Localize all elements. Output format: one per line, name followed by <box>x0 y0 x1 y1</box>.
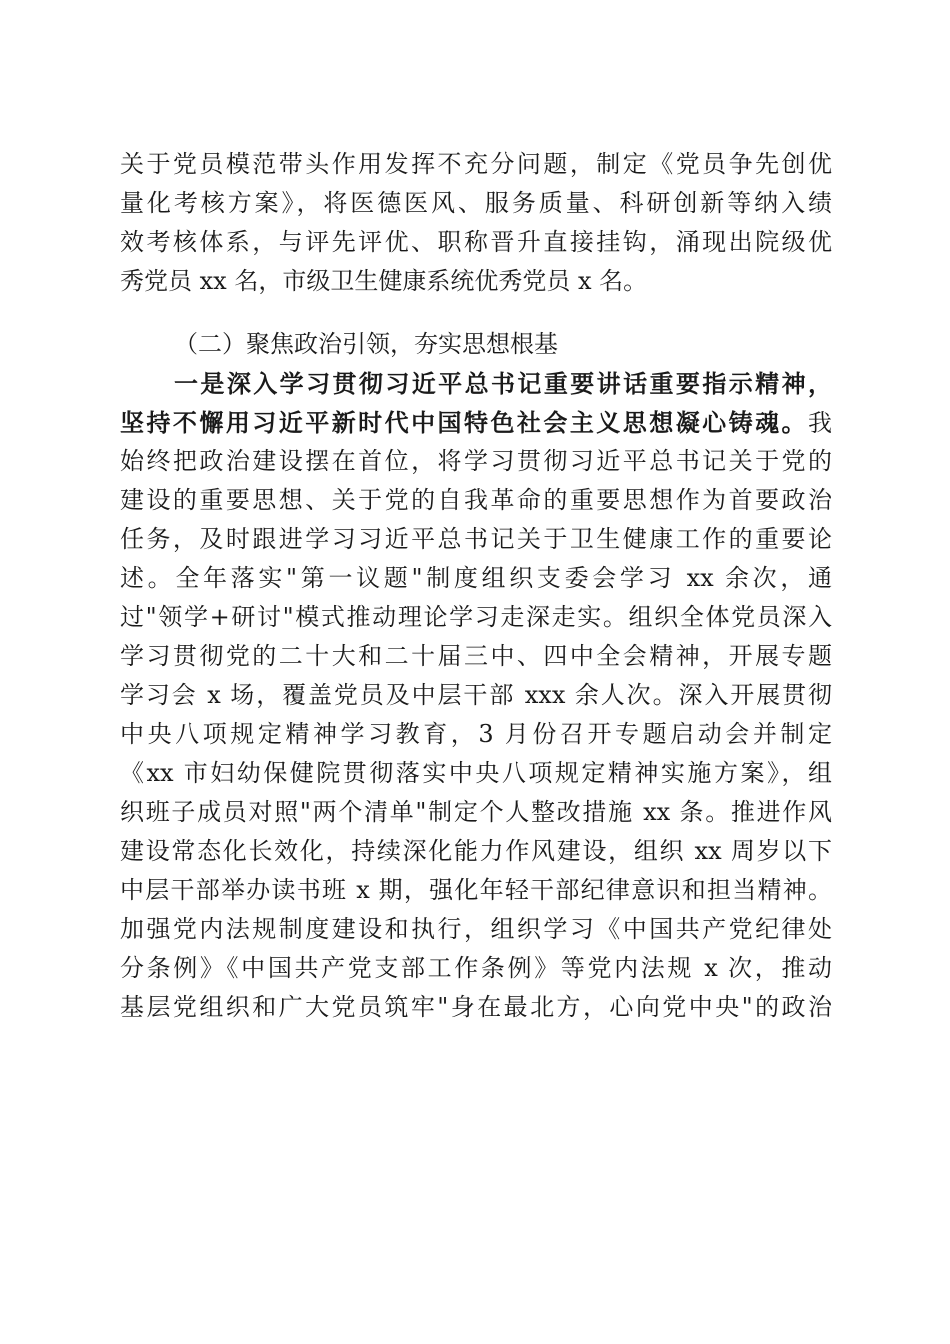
lead-sentence-text: 坚持不懈用习近平新时代中国特色社会主义思想凝心铸魂。 <box>120 408 808 437</box>
text-line: 织班子成员对照"两个清单"制定个人整改措施 xx 条。推进作风 <box>120 798 832 826</box>
text-line: 中层干部举办读书班 x 期，强化年轻干部纪律意识和担当精神。 <box>120 876 832 904</box>
lead-sentence-line <box>120 403 832 442</box>
text-line: 学习会 x 场，覆盖党员及中层干部 xxx 余人次。深入开展贯彻 <box>120 681 832 709</box>
lead-paragraph <box>120 364 832 442</box>
text-line: 始终把政治建设摆在首位，将学习贯彻习近平总书记关于党的 <box>120 447 832 475</box>
text-line: 《xx 市妇幼保健院贯彻落实中央八项规定精神实施方案》，组 <box>120 759 832 787</box>
text-line: 关于党员模范带头作用发挥不充分问题，制定《党员争先创优 <box>120 150 832 178</box>
text-line: 中央八项规定精神学习教育，3 月份召开专题启动会并制定 <box>120 720 832 748</box>
text-line: 秀党员 xx 名，市级卫生健康系统优秀党员 x 名。 <box>120 267 648 295</box>
paragraph-party-member-role <box>120 145 832 301</box>
text-line: 分条例》《中国共产党支部工作条例》等党内法规 x 次，推动 <box>120 954 832 982</box>
section-heading: （二）聚焦政治引领，夯实思想根基 <box>174 330 558 358</box>
text-line: 效考核体系，与评先评优、职称晋升直接挂钩，涌现出院级优 <box>120 228 832 256</box>
text-line: 建设的重要思想、关于党的自我革命的重要思想作为首要政治 <box>120 486 832 514</box>
text-line: 建设常态化长效化，持续深化能力作风建设，组织 xx 周岁以下 <box>120 837 832 865</box>
text-line: 述。全年落实"第一议题"制度组织支委会学习 xx 余次，通 <box>120 564 832 592</box>
lead-sentence-line: 一是深入学习贯彻习近平总书记重要讲话重要指示精神， <box>174 369 832 398</box>
text-line: 量化考核方案》，将医德医风、服务质量、科研创新等纳入绩 <box>120 189 832 217</box>
text-line: 学习贯彻党的二十大和二十届三中、四中全会精神，开展专题 <box>120 642 832 670</box>
lead-tail-text: 我 <box>808 409 832 437</box>
text-line: 任务，及时跟进学习习近平总书记关于卫生健康工作的重要论 <box>120 525 832 553</box>
text-line: 加强党内法规制度建设和执行，组织学习《中国共产党纪律处 <box>120 915 832 943</box>
paragraph-political-study <box>120 442 832 1027</box>
text-line: 过"领学+研讨"模式推动理论学习走深走实。组织全体党员深入 <box>120 603 832 631</box>
text-line: 基层党组织和广大党员筑牢"身在最北方，心向党中央"的政治 <box>120 993 832 1021</box>
